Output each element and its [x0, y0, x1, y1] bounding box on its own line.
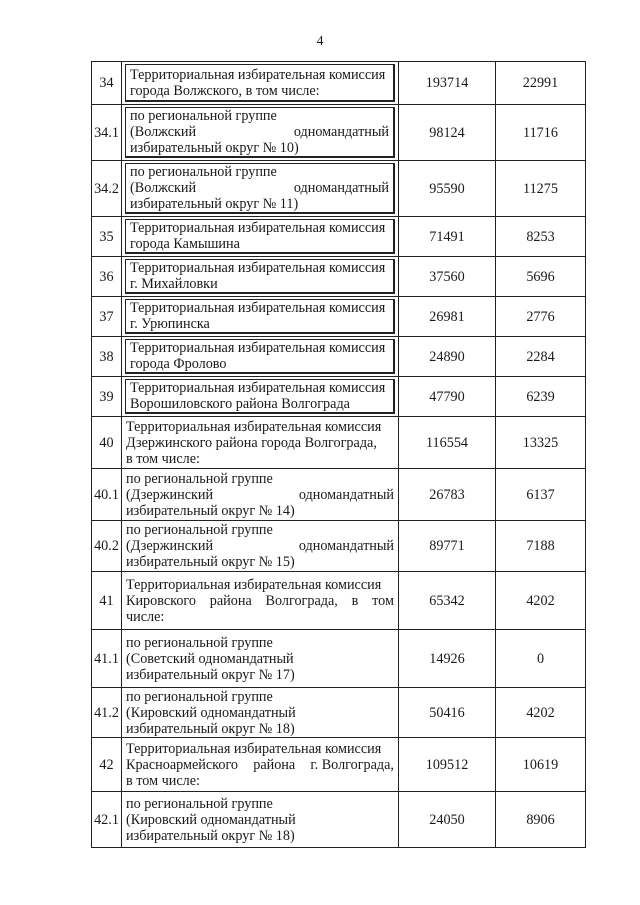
commission-name-line: по региональной группе	[126, 634, 273, 651]
commission-name-cell	[122, 62, 399, 105]
row-number: 40.1	[92, 469, 122, 521]
commission-name-line: Территориальная избирательная комиссия	[130, 340, 386, 356]
row-number: 37	[92, 297, 122, 337]
table-row	[92, 161, 586, 217]
voters-count: 37560	[399, 257, 496, 297]
commission-name-line	[126, 538, 394, 554]
voters-count: 98124	[399, 105, 496, 161]
commission-name-line: избирательный округ № 18)	[126, 720, 295, 737]
voters-count: 14926	[399, 630, 496, 688]
second-count: 8253	[496, 217, 586, 257]
commission-name	[126, 739, 394, 791]
commission-name-word: том	[372, 592, 394, 609]
second-count: 11275	[496, 161, 586, 217]
commission-name	[125, 163, 395, 214]
row-number: 34.1	[92, 105, 122, 161]
table-row	[92, 688, 586, 738]
second-count: 11716	[496, 105, 586, 161]
table-row	[92, 257, 586, 297]
table-row	[92, 572, 586, 630]
commission-name-cell	[122, 688, 399, 738]
commission-name-line: избирательный округ № 15)	[126, 554, 295, 570]
commission-name-cell	[122, 521, 399, 572]
voters-count: 109512	[399, 738, 496, 792]
commission-name-line: по региональной группе	[126, 795, 273, 812]
table-row	[92, 521, 586, 572]
voters-count: 116554	[399, 417, 496, 469]
commission-name	[125, 299, 395, 334]
page-number: 4	[316, 34, 324, 49]
commission-name-line: по региональной группе	[126, 688, 273, 705]
commission-name-line: избирательный округ № 10)	[130, 140, 299, 156]
row-number: 34	[92, 62, 122, 105]
commission-name-word: одномандатный	[293, 180, 389, 196]
commission-name	[126, 793, 394, 847]
commission-name-line: города Фролово	[130, 356, 227, 372]
commission-name-line: в том числе:	[126, 772, 200, 789]
commission-name-line: (Советский одномандатный	[126, 650, 294, 667]
commission-name-line: Территориальная избирательная комиссия	[130, 300, 386, 316]
commission-name-word: в	[351, 592, 359, 609]
commission-name-line	[126, 487, 394, 503]
second-count: 5696	[496, 257, 586, 297]
commission-name-line: (Кировский одномандатный	[126, 704, 296, 721]
commission-name-cell	[122, 469, 399, 521]
commission-name-line: по региональной группе	[130, 164, 277, 180]
commission-name-word: одномандатный	[293, 124, 389, 140]
commission-name-cell	[122, 417, 399, 469]
commission-name	[125, 379, 395, 414]
row-number: 42.1	[92, 792, 122, 848]
voters-count: 47790	[399, 377, 496, 417]
commission-name	[125, 339, 395, 374]
commission-name-line: избирательный округ № 18)	[126, 827, 295, 844]
row-number: 40	[92, 417, 122, 469]
table-row	[92, 469, 586, 521]
commission-name-word: Кировского	[126, 592, 196, 609]
second-count: 7188	[496, 521, 586, 572]
commission-name-cell	[122, 161, 399, 217]
voters-count: 24050	[399, 792, 496, 848]
table-row	[92, 62, 586, 105]
row-number: 41.1	[92, 630, 122, 688]
commission-name-line: города Камышина	[130, 236, 240, 252]
commission-name-line: Дзержинского района города Волгограда,	[126, 434, 377, 451]
commission-name-cell	[122, 630, 399, 688]
commission-name-cell	[122, 217, 399, 257]
row-number: 41	[92, 572, 122, 630]
commission-name	[126, 689, 394, 737]
voters-count: 26981	[399, 297, 496, 337]
row-number: 41.2	[92, 688, 122, 738]
commission-name-line: Территориальная избирательная комиссия	[126, 740, 382, 757]
commission-name-cell	[122, 377, 399, 417]
voters-count: 71491	[399, 217, 496, 257]
second-count: 2776	[496, 297, 586, 337]
voters-count: 50416	[399, 688, 496, 738]
commission-name-cell	[122, 297, 399, 337]
commission-name	[125, 107, 395, 158]
commission-name-line: по региональной группе	[126, 522, 273, 538]
commission-name	[126, 418, 394, 468]
commission-name-line: города Волжского, в том числе:	[130, 82, 320, 99]
second-count: 8906	[496, 792, 586, 848]
commission-name-word: района	[209, 592, 252, 609]
table-row	[92, 377, 586, 417]
row-number: 36	[92, 257, 122, 297]
voters-count: 26783	[399, 469, 496, 521]
row-number: 42	[92, 738, 122, 792]
table-row	[92, 630, 586, 688]
second-count: 10619	[496, 738, 586, 792]
second-count: 0	[496, 630, 586, 688]
commission-name-word: (Дзержинский	[126, 486, 214, 503]
commission-name-line: Территориальная избирательная комиссия	[130, 380, 386, 396]
commission-name-cell	[122, 105, 399, 161]
voters-count: 24890	[399, 337, 496, 377]
second-count: 2284	[496, 337, 586, 377]
commission-name-line: избирательный округ № 17)	[126, 666, 295, 683]
commission-name-line: (Кировский одномандатный	[126, 811, 296, 828]
voters-count: 65342	[399, 572, 496, 630]
second-count: 4202	[496, 688, 586, 738]
commission-name-line	[126, 593, 394, 609]
commission-name-line: Территориальная избирательная комиссия	[130, 66, 386, 83]
commission-name-line	[126, 757, 394, 773]
commission-name-line: Территориальная избирательная комиссия	[130, 260, 386, 276]
commission-name-word: Волгограда,	[265, 592, 338, 609]
table-row	[92, 792, 586, 848]
commission-name-line	[130, 180, 389, 196]
second-count: 22991	[496, 62, 586, 105]
commission-name-word: г. Волгограда,	[310, 756, 394, 773]
voters-count: 89771	[399, 521, 496, 572]
commission-name-word: одномандатный	[298, 538, 394, 554]
commission-name-cell	[122, 792, 399, 848]
commission-name-line: Ворошиловского района Волгограда	[130, 396, 350, 412]
commission-name	[126, 573, 394, 629]
commission-name-line	[130, 124, 389, 140]
commission-name-line: г. Урюпинска	[130, 316, 210, 332]
commission-name	[126, 522, 394, 571]
commission-name-line: избирательный округ № 11)	[130, 196, 299, 212]
table-row	[92, 337, 586, 377]
commission-name-line: по региональной группе	[126, 470, 273, 487]
table-row	[92, 105, 586, 161]
commission-name-line: избирательный округ № 14)	[126, 502, 295, 519]
table-row	[92, 417, 586, 469]
commission-name-line: г. Михайловки	[130, 276, 218, 292]
commission-name-line: в том числе:	[126, 450, 200, 467]
commission-name-word: района	[253, 756, 296, 773]
second-count: 4202	[496, 572, 586, 630]
table-row	[92, 738, 586, 792]
row-number: 35	[92, 217, 122, 257]
commission-name	[125, 219, 395, 254]
commission-name	[126, 470, 394, 520]
second-count: 6137	[496, 469, 586, 521]
commission-name	[125, 259, 395, 294]
row-number: 34.2	[92, 161, 122, 217]
commission-results-table	[91, 61, 586, 848]
commission-name	[125, 64, 395, 102]
commission-name-cell	[122, 257, 399, 297]
commission-name-word: (Дзержинский	[126, 538, 214, 554]
row-number: 40.2	[92, 521, 122, 572]
table-row	[92, 217, 586, 257]
commission-name-word: (Волжский	[130, 180, 197, 196]
table-row	[92, 297, 586, 337]
second-count: 6239	[496, 377, 586, 417]
commission-name-word: (Волжский	[130, 124, 197, 140]
voters-count: 95590	[399, 161, 496, 217]
commission-name-line: Территориальная избирательная комиссия	[126, 576, 382, 593]
commission-name-line: по региональной группе	[130, 108, 277, 124]
table-body	[92, 62, 586, 848]
commission-name-line: Территориальная избирательная комиссия	[126, 418, 382, 435]
commission-name	[126, 631, 394, 687]
commission-name-line: Территориальная избирательная комиссия	[130, 220, 386, 236]
commission-name-cell	[122, 738, 399, 792]
commission-name-cell	[122, 572, 399, 630]
row-number: 38	[92, 337, 122, 377]
row-number: 39	[92, 377, 122, 417]
commission-name-line: числе:	[126, 608, 165, 625]
second-count: 13325	[496, 417, 586, 469]
commission-name-word: одномандатный	[298, 486, 394, 503]
voters-count: 193714	[399, 62, 496, 105]
commission-name-cell	[122, 337, 399, 377]
commission-name-word: Красноармейского	[126, 756, 239, 773]
